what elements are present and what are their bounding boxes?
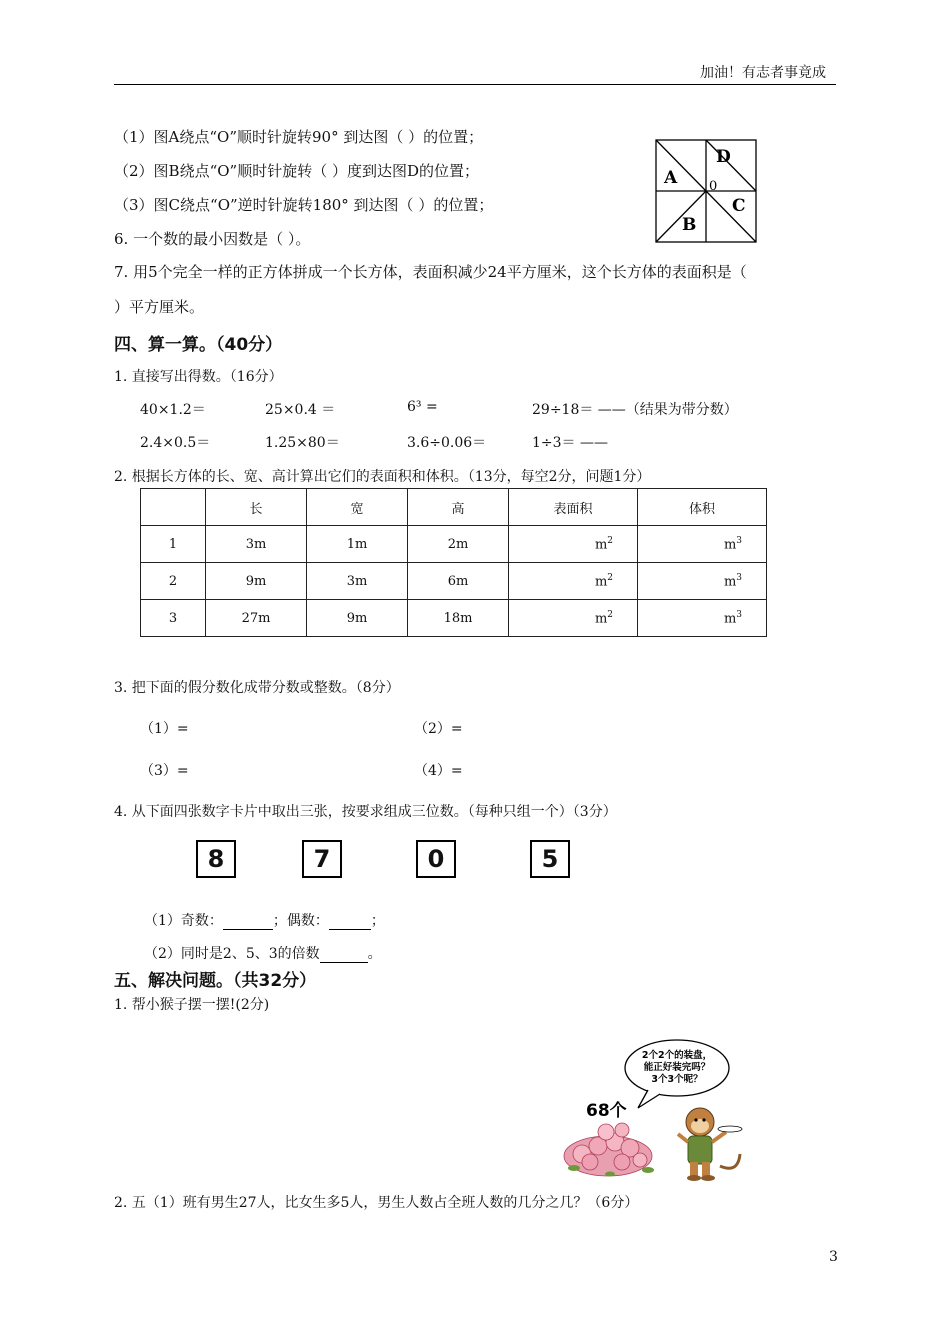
surface-area-cell[interactable]: $m^2$: [509, 563, 638, 600]
calc-item: 3.6÷0.06＝: [407, 435, 487, 451]
table-cell: 3: [141, 600, 206, 637]
digit-card: 5: [530, 840, 570, 878]
calc-item: 6³ =: [407, 399, 438, 415]
calc-item: 2.4×0.5＝: [140, 435, 211, 451]
digit-card: 0: [416, 840, 456, 878]
rotation-figure: [650, 136, 762, 246]
rotation-q1: （1）图A绕点“O”顺时针旋转90° 到达图（ ）的位置；: [114, 128, 484, 146]
part-1-title: 1. 直接写出得数。（16分）: [114, 369, 283, 385]
table-row: [141, 563, 767, 600]
table-cell: 9m: [206, 563, 307, 600]
figure-label-a: A: [664, 168, 678, 188]
multiple-label: （2）同时是2、5、3的倍数: [144, 946, 320, 962]
question-7-line2: ）平方厘米。: [114, 298, 205, 316]
section-5-title: 五、解决问题。（共32分）: [114, 971, 317, 991]
odd-blank[interactable]: [223, 913, 273, 930]
section-4-title: 四、算一算。（40分）: [114, 335, 283, 355]
table-cell: 6m: [408, 563, 509, 600]
table-cell: 2: [141, 563, 206, 600]
calc-item: 29÷18＝ ——（结果为带分数）: [532, 402, 738, 418]
digit-card: 7: [302, 840, 342, 878]
figure-label-o: 0: [709, 179, 718, 194]
calc-item: 40×1.2＝: [140, 402, 206, 418]
rotation-q3: （3）图C绕点“O”逆时针旋转180° 到达图（ ）的位置；: [114, 196, 494, 214]
fraction-item[interactable]: （3）=: [140, 763, 189, 779]
even-blank[interactable]: [329, 913, 371, 930]
table-cell: 2m: [408, 526, 509, 563]
bubble-line: 能正好装完吗？: [643, 1062, 711, 1073]
fraction-item[interactable]: （4）=: [414, 763, 463, 779]
monkey-illustration: [560, 1036, 760, 1184]
peach-count-label: 68个: [586, 1101, 627, 1121]
table-cell: 9m: [307, 600, 408, 637]
odd-label: （1）奇数：: [144, 913, 223, 929]
problem-1-title: 1. 帮小猴子摆一摆!(2分): [114, 997, 270, 1013]
table-row: [141, 600, 767, 637]
table-row: [141, 526, 767, 563]
monkey: [678, 1108, 742, 1181]
page-number: 3: [829, 1249, 838, 1265]
table-header: 宽: [307, 489, 408, 526]
volume-cell[interactable]: $m^3$: [638, 526, 767, 563]
figure-label-b: B: [682, 215, 697, 235]
figure-label-d: D: [716, 147, 731, 167]
table-cell: 3m: [307, 563, 408, 600]
volume-cell[interactable]: $m^3$: [638, 563, 767, 600]
figure-label-c: C: [732, 196, 746, 216]
question-6: 6. 一个数的最小因数是（ ）。: [114, 230, 311, 248]
calc-item: 1.25×80＝: [265, 435, 340, 451]
cuboid-table: [140, 488, 767, 637]
table-header: 长: [206, 489, 307, 526]
table-header-row: [141, 489, 767, 526]
question-7-line1: 7. 用5个完全一样的正方体拼成一个长方体，表面积减少24平方厘米，这个长方体的表面积是（: [114, 263, 747, 281]
part-2-title: 2. 根据长方体的长、宽、高计算出它们的表面积和体积。（13分，每空2分，问题1分）: [114, 469, 651, 485]
digit-card: 8: [196, 840, 236, 878]
multiple-line: （2）同时是2、5、3的倍数 。: [144, 946, 382, 962]
part-4-title: 4. 从下面四张数字卡片中取出三张，按要求组成三位数。（每种只组一个）（3分）: [114, 804, 617, 820]
table-header: 高: [408, 489, 509, 526]
surface-area-cell[interactable]: $m^2$: [509, 526, 638, 563]
bubble-line: 2个2个的装盘，: [641, 1050, 713, 1061]
surface-area-cell[interactable]: $m^2$: [509, 600, 638, 637]
odd-even-line: （1）奇数： ；偶数： ；: [144, 913, 385, 929]
table-header: [141, 489, 206, 526]
header-motto: 加油！有志者事竟成: [700, 65, 826, 81]
problem-2-title: 2. 五（1）班有男生27人，比女生多5人，男生人数占全班人数的几分之几？（6分）: [114, 1195, 639, 1211]
table-header: 体积: [638, 489, 767, 526]
table-cell: 18m: [408, 600, 509, 637]
table-cell: 3m: [206, 526, 307, 563]
calc-item: 1÷3＝ ——: [532, 435, 608, 451]
part-3-title: 3. 把下面的假分数化成带分数或整数。（8分）: [114, 680, 400, 696]
even-label: ；偶数：: [272, 913, 329, 929]
fraction-item[interactable]: （2）=: [414, 721, 463, 737]
rotation-q2: （2）图B绕点“O”顺时针旋转（ ）度到达图D的位置；: [114, 162, 479, 180]
table-cell: 1m: [307, 526, 408, 563]
fraction-item[interactable]: （1）=: [140, 721, 189, 737]
table-header: 表面积: [509, 489, 638, 526]
calc-item: 25×0.4 ＝: [265, 402, 336, 418]
multiple-blank[interactable]: [320, 946, 368, 963]
table-cell: 27m: [206, 600, 307, 637]
table-cell: 1: [141, 526, 206, 563]
header-rule: [114, 84, 836, 85]
volume-cell[interactable]: $m^3$: [638, 600, 767, 637]
bubble-line: 3个3个呢？: [651, 1074, 703, 1085]
